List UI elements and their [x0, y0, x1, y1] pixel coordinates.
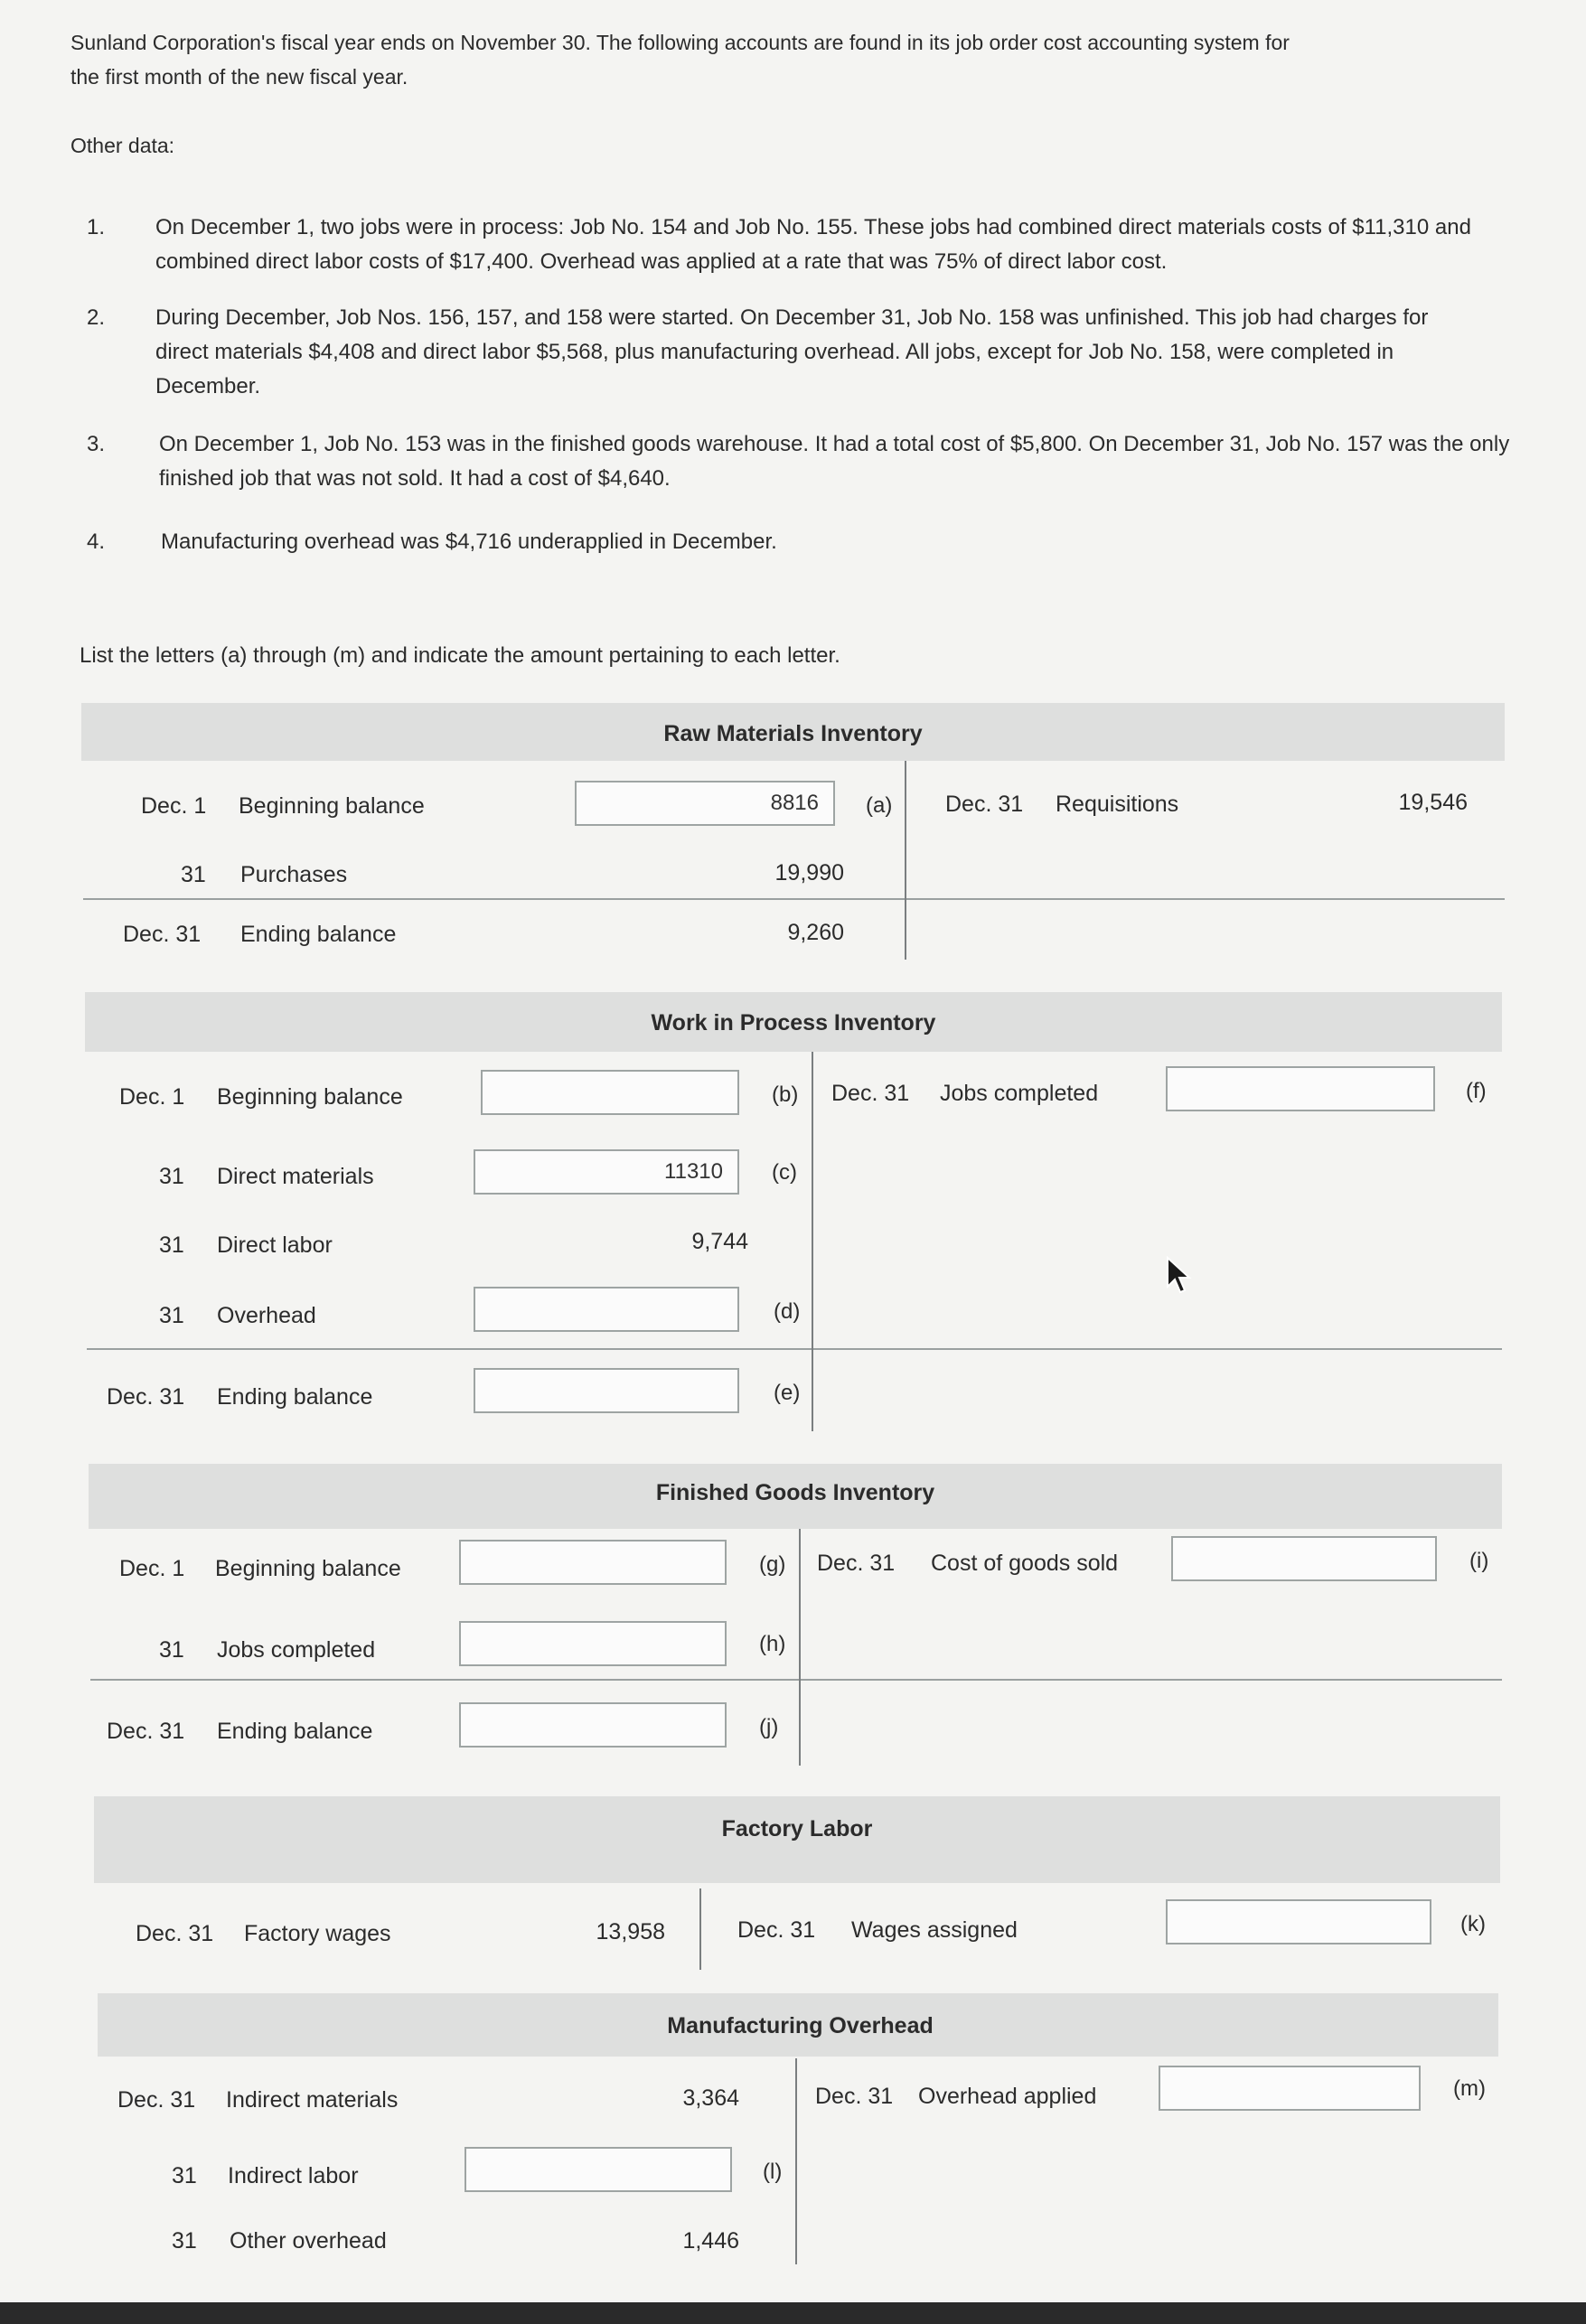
entry-date: Dec. 1 [119, 1084, 185, 1110]
item-text: On December 1, Job No. 153 was in the finished goods warehouse. It had a total cost of $5,800. On December 31, Job No. 157 was the only finished job that was not sold. It had a cost of $4,640. [159, 432, 1510, 491]
entry-date: Dec. 31 [117, 2087, 196, 2113]
item-text: During December, Job Nos. 156, 157, and 158 were started. On December 31, Job No. 158 was unfinished. This job had charges for direct materials $4,408 and direct labor $5,568, plus manufacturing overhead. All jobs, except for Job No. 158, were completed in December. [155, 305, 1429, 398]
answer-letter: (m) [1453, 2076, 1486, 2101]
item-number: 1. [87, 215, 106, 239]
entry-label: Beginning balance [215, 1556, 401, 1581]
answer-letter: (f) [1466, 1079, 1487, 1103]
intro-line-1: Sunland Corporation's fiscal year ends on November 30. The following accounts are found in its job order cost accounting system for [70, 31, 1290, 54]
fl-wages-assigned-input[interactable] [1166, 1899, 1431, 1944]
entry-label: Direct labor [217, 1232, 333, 1258]
entry-amount: 1,446 [682, 2228, 739, 2254]
fg-jobs-completed-input[interactable] [459, 1621, 727, 1666]
entry-label: Wages assigned [851, 1917, 1018, 1943]
entry-label: Jobs completed [940, 1081, 1099, 1106]
wip-overhead-input[interactable] [474, 1287, 739, 1332]
entry-label: Indirect labor [228, 2163, 359, 2188]
entry-date: 31 [159, 1232, 184, 1258]
screen-bottom-edge [0, 2302, 1586, 2324]
item-number: 3. [87, 432, 106, 456]
item-text: On December 1, two jobs were in process: Job No. 154 and Job No. 155. These jobs had combined direct materials costs of $11,310 and combined direct labor costs of $17,400. Overhead was applied at a rate that was 75% of direct labor cost. [155, 215, 1471, 274]
mo-overhead-applied-input[interactable] [1159, 2066, 1421, 2111]
entry-amount: 13,958 [596, 1919, 665, 1944]
t-account-divider [799, 1529, 801, 1766]
entry-label: Direct materials [217, 1164, 374, 1189]
fg-cost-of-goods-sold-input[interactable] [1171, 1536, 1437, 1581]
entry-amount: 9,260 [787, 920, 844, 945]
account-title: Raw Materials Inventory [663, 721, 923, 746]
entry-date: Dec. 31 [737, 1917, 816, 1943]
entry-date: Dec. 31 [817, 1551, 896, 1576]
entry-amount: 19,990 [774, 860, 844, 886]
item-number: 2. [87, 305, 106, 330]
entry-label: Jobs completed [217, 1637, 376, 1663]
wip-direct-materials-input[interactable] [474, 1149, 739, 1195]
other-data-heading: Other data: [70, 134, 175, 157]
entry-label: Other overhead [230, 2228, 387, 2254]
entry-label: Ending balance [217, 1719, 373, 1744]
answer-letter: (i) [1469, 1549, 1489, 1573]
answer-letter: (d) [774, 1299, 801, 1324]
entry-date: Dec. 31 [123, 922, 202, 947]
entry-date: Dec. 1 [119, 1556, 185, 1581]
entry-date: 31 [159, 1637, 184, 1663]
answer-letter: (b) [772, 1082, 799, 1107]
total-rule [83, 898, 1505, 900]
fg-beginning-balance-input[interactable] [459, 1540, 727, 1585]
entry-date: Dec. 31 [815, 2084, 894, 2109]
entry-label: Ending balance [217, 1384, 373, 1410]
mouse-pointer-icon [1166, 1256, 1193, 1296]
entry-date: Dec. 1 [141, 793, 207, 819]
t-account-divider [795, 2058, 797, 2264]
entry-amount: 19,546 [1398, 790, 1468, 815]
entry-date: Dec. 31 [107, 1384, 185, 1410]
entry-label: Factory wages [244, 1921, 391, 1946]
item-number: 4. [87, 529, 106, 554]
wip-jobs-completed-input[interactable] [1166, 1066, 1435, 1111]
answer-letter: (k) [1460, 1912, 1486, 1936]
entry-date: Dec. 31 [831, 1081, 910, 1106]
entry-label: Beginning balance [217, 1084, 403, 1110]
answer-letter: (h) [759, 1632, 786, 1656]
entry-date: Dec. 31 [945, 792, 1024, 817]
entry-label: Overhead applied [918, 2084, 1097, 2109]
entry-label: Overhead [217, 1303, 316, 1328]
entry-date: 31 [159, 1303, 184, 1328]
t-account-divider [699, 1888, 701, 1970]
account-title: Factory Labor [721, 1816, 873, 1841]
fg-ending-balance-input[interactable] [459, 1702, 727, 1748]
answer-letter: (a) [866, 793, 893, 818]
entry-label: Beginning balance [239, 793, 425, 819]
entry-date: Dec. 31 [136, 1921, 214, 1946]
entry-label: Requisitions [1056, 792, 1179, 817]
wip-ending-balance-input[interactable] [474, 1368, 739, 1413]
t-account-divider [812, 1052, 813, 1431]
account-title: Manufacturing Overhead [667, 2013, 934, 2038]
mo-indirect-labor-input[interactable] [465, 2147, 732, 2192]
entry-date: 31 [159, 1164, 184, 1189]
total-rule [87, 1348, 1502, 1350]
entry-amount: 3,364 [682, 2085, 739, 2111]
entry-label: Purchases [240, 862, 348, 887]
account-title: Work in Process Inventory [651, 1010, 936, 1035]
entry-date: 31 [172, 2163, 197, 2188]
account-title: Finished Goods Inventory [655, 1480, 935, 1505]
intro-line-2: the first month of the new fiscal year. [70, 65, 408, 89]
entry-date: Dec. 31 [107, 1719, 185, 1744]
entry-label: Cost of goods sold [931, 1551, 1119, 1576]
rm-beginning-balance-input[interactable] [575, 781, 835, 826]
entry-label: Ending balance [240, 922, 397, 947]
wip-beginning-balance-input[interactable] [481, 1070, 739, 1115]
instruction-text: List the letters (a) through (m) and indicate the amount pertaining to each letter. [80, 643, 840, 668]
item-text: Manufacturing overhead was $4,716 underapplied in December. [161, 529, 777, 554]
answer-letter: (g) [759, 1552, 786, 1577]
answer-letter: (l) [763, 2160, 783, 2184]
answer-letter: (j) [759, 1715, 779, 1739]
entry-date: 31 [181, 862, 206, 887]
entry-date: 31 [172, 2228, 197, 2254]
total-rule [90, 1679, 1502, 1681]
entry-amount: 9,744 [691, 1229, 748, 1254]
answer-letter: (c) [772, 1160, 797, 1185]
entry-label: Indirect materials [226, 2087, 399, 2113]
t-account-divider [905, 761, 906, 960]
answer-letter: (e) [774, 1381, 801, 1405]
